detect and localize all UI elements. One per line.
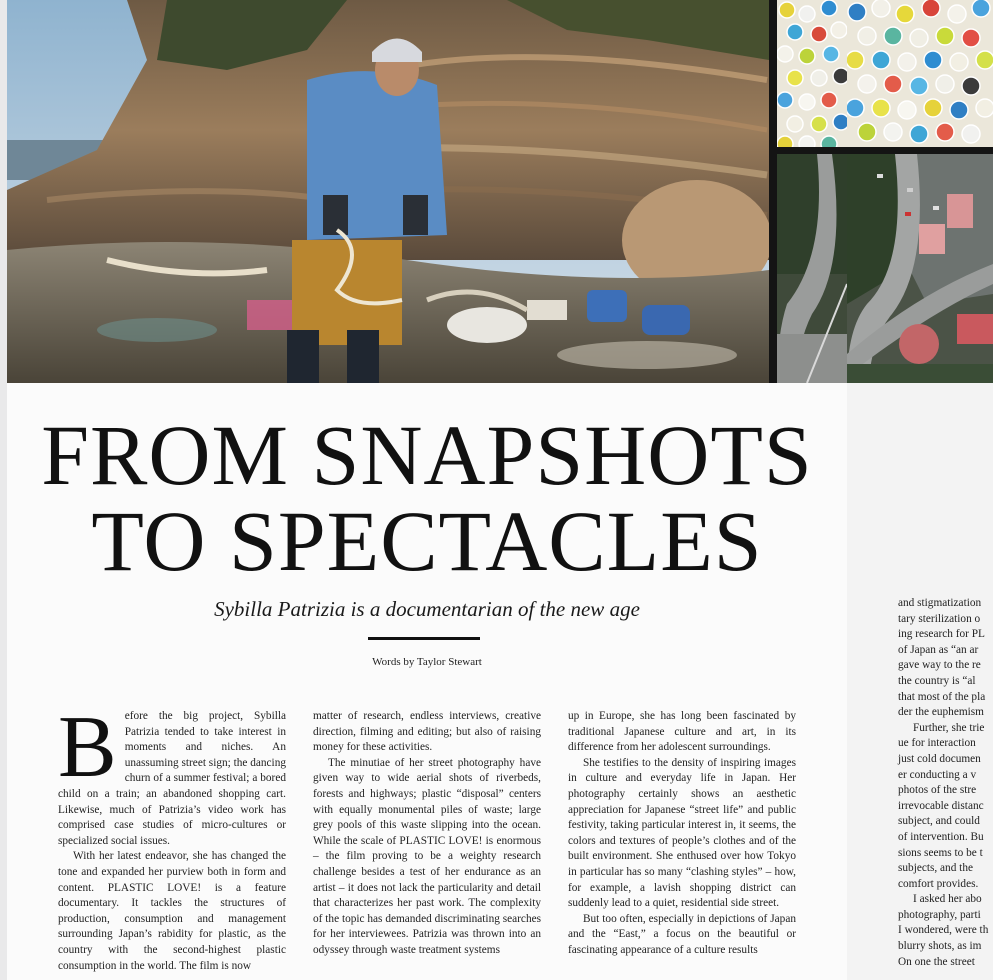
paragraph: up in Europe, she has long been fascinated by traditional Japanese culture and art, in its difference from her adolescent surroundings. xyxy=(568,710,796,754)
magazine-page-right xyxy=(847,0,993,980)
headline-rule xyxy=(368,637,480,640)
article-column-2 xyxy=(313,709,541,959)
text-line: irrevocable distanc xyxy=(898,799,984,812)
text-line: just cold documen xyxy=(898,752,981,765)
text-line: Further, she trie xyxy=(913,721,985,734)
headline-line-2: TO SPECTACLES xyxy=(91,493,763,589)
byline: Words by Taylor Stewart xyxy=(372,656,482,668)
text-line: ing research for PL xyxy=(898,628,985,641)
text-line: subjects, and the xyxy=(898,862,973,875)
text-line: tary sterilization o xyxy=(898,612,981,625)
text-line: the country is “al xyxy=(898,674,976,687)
text-line: comfort provides. xyxy=(898,877,979,890)
article-column-continued xyxy=(898,596,993,970)
text-line: I wondered, were th xyxy=(898,924,989,937)
paragraph: She testifies to the density of inspiring images in culture and everyday life in Japan. Her photography certainly shows an aesthetic appreciation for Japanese “street life” and public festivity, taking particular interest in, it seems, the colors and textures of people’s clothes and of the built environment. She enthused over how Tokyo in particular has so many “clashing styles” – how, for example, a lavish shopping district can suddenly lead to a quiet, residential side street. xyxy=(568,756,796,910)
headline xyxy=(7,407,847,589)
photo-divider xyxy=(847,147,993,154)
article-column-1 xyxy=(58,699,286,974)
beach-photo xyxy=(7,0,769,383)
article-column-3 xyxy=(568,709,796,959)
paragraph: Before the big project, Sybilla Patrizia tended to take interest in moments and niches. An unassuming street sign; the dancing churn of a summer festival; a bored child on a train; an abandoned shopping cart. Likewise, much of Patrizia’s video work has comprised case studies of micro-cultures or specialized social issues. xyxy=(58,699,286,847)
paragraph: The minutiae of her street photography have given way to wide aerial shots of riverbeds, forests and highways; plastic “disposal” centers with equally monumental piles of waste; large grey pools of this waste slipping into the ocean. While the scale of PLASTIC LOVE! is enormous – the film proving to be a weighty research challenge besides a test of her endurance as an artist – it does not lack the particularity and detail that characterizes her past work. The complexity of the topic has demanded discriminating searches for her interviewees. Patrizia was thrown into an odyssey through waste treatment systems xyxy=(313,756,541,956)
text-line: er conducting a v xyxy=(898,768,977,781)
magazine-page-left xyxy=(7,0,847,980)
text-line: subject, and could xyxy=(898,815,980,828)
bottle-caps-photo xyxy=(777,0,847,147)
text-line: photography, parti xyxy=(898,908,981,921)
photo-divider xyxy=(777,147,847,154)
text-line: sions seems to be t xyxy=(898,846,983,859)
bottle-caps-photo xyxy=(847,0,993,147)
headline-line-1: FROM SNAPSHOTS xyxy=(41,407,813,503)
text-line: photos of the stre xyxy=(898,784,977,797)
paragraph: But too often, especially in depictions of Japan and the “East,” a focus on the beautiful or fascinating appearance of a culture results xyxy=(568,912,796,956)
subtitle: Sybilla Patrizia is a documentarian of the new age xyxy=(214,597,640,621)
text-line: of Japan as “an ar xyxy=(898,643,979,656)
paragraph: With her latest endeavor, she has changed the tone and expanded her purview both in form and content. PLASTIC LOVE! is a feature documentary. It tackles the structures of production, consumption and management surrounding Japan’s rabidity for plastic, as the country with the second-highest plastic consumption in the world. The film is now xyxy=(58,850,286,972)
text-line: ue for interaction xyxy=(898,737,976,750)
paragraph: matter of research, endless interviews, creative direction, filming and editing; but also of raising money for these activities. xyxy=(313,710,541,754)
text-line: On one the street xyxy=(898,955,975,968)
aerial-road-photo xyxy=(777,154,847,383)
photo-divider xyxy=(769,0,777,383)
drop-cap: B xyxy=(58,699,117,796)
text-line: of intervention. Bu xyxy=(898,830,984,843)
text-line: I asked her abo xyxy=(913,893,982,906)
text-line: that most of the pla xyxy=(898,690,986,703)
text-line: and stigmatization xyxy=(898,597,982,609)
text-line: der the euphemism xyxy=(898,706,984,719)
text-line: gave way to the re xyxy=(898,659,981,672)
text-line: blurry shots, as im xyxy=(898,940,982,953)
aerial-road-photo xyxy=(847,154,993,383)
